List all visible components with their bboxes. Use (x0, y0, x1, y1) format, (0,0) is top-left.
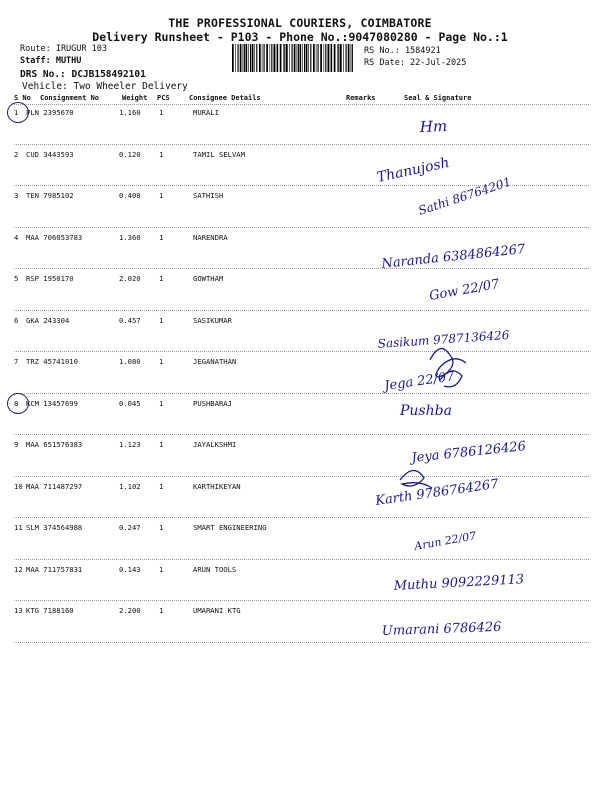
cell-sno: 10 (14, 481, 23, 491)
handwritten-signature: Karth 9786764267 (374, 476, 500, 509)
col-consignment: Consignment No (40, 94, 100, 102)
col-pcs: PCS (157, 94, 170, 102)
cell-pcs: 1 (159, 232, 164, 242)
cell-consignment: MAA 706053783 (26, 232, 83, 242)
handwritten-signature: Jeya 6786126426 (410, 439, 527, 466)
cell-sno: 7 (14, 357, 19, 366)
cell-pcs: 1 (159, 315, 164, 325)
handwritten-signature: Gow 22/07 (428, 276, 501, 304)
cell-pcs: 1 (159, 191, 164, 200)
cell-pcs: 1 (159, 357, 164, 366)
signature-scribble (400, 470, 432, 488)
cell-consignee: SATHISH (193, 191, 224, 200)
cell-weight: 0.045 (119, 398, 141, 408)
cell-weight: 1.102 (119, 481, 141, 491)
cell-weight: 2.020 (119, 274, 141, 283)
cell-consignment: SLM 374564988 (26, 523, 83, 532)
cell-weight: 0.457 (119, 315, 141, 325)
cell-sno: 1 (14, 108, 19, 117)
drs-number: DRS No.: DCJB158492101 (20, 69, 146, 80)
runsheet-title: Delivery Runsheet - P103 - Phone No.:9047080280 - Page No.:1 (92, 30, 508, 44)
cell-sno: 12 (14, 564, 23, 574)
cell-consignee: SMART ENGINEERING (193, 523, 267, 532)
cell-consignee: JAYALKSHMI (193, 440, 237, 449)
cell-consignment: MAA 711757831 (26, 564, 83, 574)
cell-pcs: 1 (159, 149, 164, 159)
cell-sno: 4 (14, 232, 19, 242)
cell-consignee: JEGANATHAN (193, 357, 237, 366)
col-remarks: Remarks (346, 94, 376, 102)
cell-pcs: 1 (159, 481, 164, 491)
cell-pcs: 1 (159, 606, 164, 615)
cell-pcs: 1 (159, 108, 164, 117)
company-name: THE PROFESSIONAL COURIERS, COIMBATORE (168, 16, 432, 30)
handwritten-signature: Arun 22/07 (413, 529, 478, 553)
cell-sno: 11 (14, 523, 23, 532)
cell-consignment: GKA 243304 (26, 315, 70, 325)
cell-consignment: CUD 3443593 (26, 149, 74, 159)
cell-consignee: MURALI (193, 108, 219, 117)
cell-pcs: 1 (159, 564, 164, 574)
cell-consignment: TEN 7985102 (26, 191, 74, 200)
cell-weight: 0.143 (119, 564, 141, 574)
cell-consignee: TAMIL SELVAM (193, 149, 245, 159)
cell-consignee: PUSHBARAJ (193, 398, 232, 408)
cell-consignee: ARUN TOOLS (193, 564, 237, 574)
cell-weight: 0.247 (119, 523, 141, 532)
vehicle-label: Vehicle: Two Wheeler Delivery (22, 81, 188, 92)
cell-weight: 1.160 (119, 108, 141, 117)
cell-sno: 6 (14, 315, 19, 325)
handwritten-signature: Muthu 9092229113 (393, 572, 525, 594)
handwritten-signature: Umarani 6786426 (381, 619, 502, 639)
cell-consignee: NARENDRA (193, 232, 228, 242)
cell-consignee: GOWTHAM (193, 274, 224, 283)
handwritten-signature: Jega 22/07 (383, 369, 456, 394)
cell-pcs: 1 (159, 523, 164, 532)
cell-weight: 1.123 (119, 440, 141, 449)
cell-consignee: KARTHIKEYAN (193, 481, 241, 491)
handwritten-signature: Sasikum 9787136426 (377, 327, 510, 351)
handwritten-signature: Sathi 86764201 (416, 174, 513, 218)
cell-sno: 13 (14, 606, 23, 615)
handwritten-signature: Pushba (400, 403, 452, 419)
rs-number: RS No.: 1584921 (364, 46, 441, 56)
handwritten-signature: Naranda 6384864267 (380, 241, 527, 272)
cell-consignment: MAA 651576383 (26, 440, 83, 449)
cell-sno: 9 (14, 440, 19, 449)
staff-label: Staff: MUTHU (20, 56, 82, 66)
cell-consignment: KCM 13457699 (26, 398, 78, 408)
cell-consignee: UMARANI KTG (193, 606, 241, 615)
cell-consignment: KTG 7188160 (26, 606, 74, 615)
cell-pcs: 1 (159, 398, 164, 408)
cell-pcs: 1 (159, 440, 164, 449)
cell-consignment: RSP 1950170 (26, 274, 74, 283)
cell-sno: 5 (14, 274, 19, 283)
col-weight: Weight (122, 94, 148, 102)
cell-weight: 0.120 (119, 149, 141, 159)
handwritten-signature: Thanujosh (375, 154, 451, 186)
route-label: Route: IRUGUR 103 (20, 44, 107, 54)
cell-consignment: TRZ 45741010 (26, 357, 78, 366)
col-consignee: Consignee Details (189, 94, 261, 102)
cell-consignment: PLN 2395670 (26, 108, 74, 117)
cell-pcs: 1 (159, 274, 164, 283)
cell-consignee: SASIKUMAR (193, 315, 232, 325)
handwritten-signature: Hm (419, 117, 448, 136)
cell-consignment: MAA 711487297 (26, 481, 83, 491)
cell-weight: 0.400 (119, 191, 141, 200)
rs-date: RS Date: 22-Jul-2025 (364, 58, 467, 68)
cell-sno: 8 (14, 398, 19, 408)
cell-weight: 2.200 (119, 606, 141, 615)
cell-sno: 2 (14, 149, 19, 159)
col-seal: Seal & Signature (404, 94, 472, 102)
cell-sno: 3 (14, 191, 19, 200)
cell-weight: 1.360 (119, 232, 141, 242)
col-sno: S No (14, 94, 31, 102)
cell-weight: 1.080 (119, 357, 141, 366)
